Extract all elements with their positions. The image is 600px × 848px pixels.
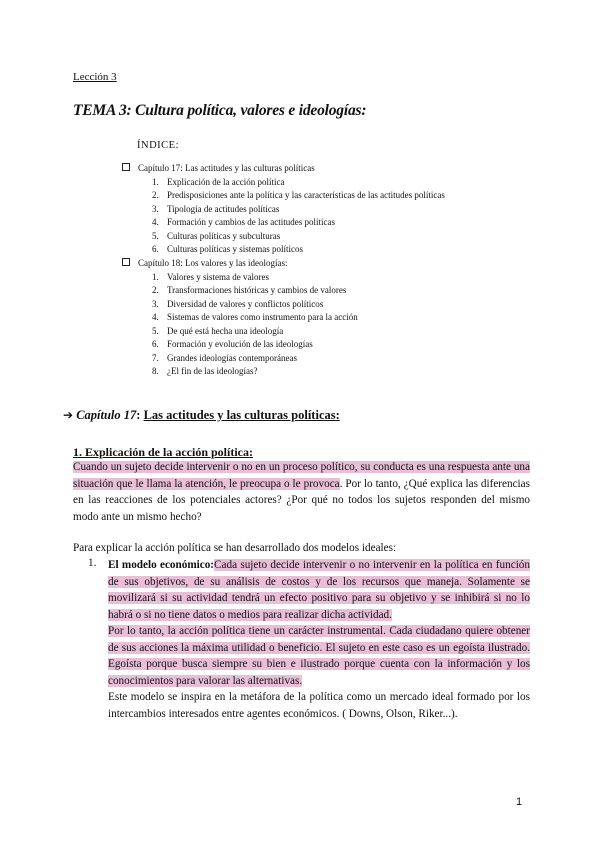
toc-item-number: 2. [152,190,159,200]
lesson-label: Lección 3 [73,71,117,83]
section-heading: 1. Explicación de la acción política: [73,445,253,459]
toc-item-number: 7. [152,352,159,363]
toc-item-label: Valores y sistema de valores [167,271,269,282]
toc-chapter-label: Capítulo 18: Los valores y las ideologías: [138,258,288,268]
chapter-colon: : [136,408,141,422]
tema-title: TEMA 3: Cultura política, valores e ideologías: [73,102,367,119]
toc-item [152,285,346,295]
list-number: 1. [88,557,97,569]
toc-item-number: 6. [152,244,159,254]
toc-item-number: 3. [152,203,159,214]
toc-item-number: 5. [152,325,159,336]
toc-item [152,190,445,200]
toc-item [152,312,358,322]
page-number: 1 [516,796,523,808]
toc-item [152,339,313,349]
toc-item [152,366,257,376]
toc-item-number: 6. [152,339,159,349]
index-title: ÍNDICE: [137,140,179,151]
toc-item-number: 4. [152,217,159,227]
list-term: El modelo económico: [108,559,215,571]
toc-item-label: ¿El fin de las ideologías? [167,366,258,376]
toc-item-label: Predisposiciones ante la política y las características de las actitudes políticas [167,190,445,200]
toc-item-label: Culturas políticas y sistemas políticos [167,244,303,254]
toc-item [152,204,279,214]
list-item-text: Este modelo se inspira en la metáfora de la política como un mercado ideal formado por los intercambios interesados entre agentes económicos. ( Downs, Olson, Riker...). [108,691,530,720]
toc-item-label: Culturas políticas y subculturas [167,230,281,241]
toc-item [152,177,284,187]
toc-chapter-label: Capítulo 17: Las actitudes y las culturas políticas [138,163,315,173]
toc-item-number: 2. [152,285,159,295]
toc-item [152,299,323,309]
toc-item-label: Explicación de la acción política [167,176,285,187]
highlighted-text: Cuando un sujeto decide intervenir o no en un proceso político, su conducta es una respuesta ante una situación que le llama la atención, le preocupa o le provoca [73,461,530,490]
chapter-heading [63,408,340,423]
toc-item-number: 4. [152,312,159,322]
models-intro-paragraph: Para explicar la acción política se han desarrollado dos modelos ideales: [73,542,397,554]
paragraph-text: . Por lo tanto, ¿Qué explica las diferencias en las reacciones de los potenciales actores? ¿Por qué no todos los sujetos responden del mismo modo ante un mismo hecho? [73,477,530,523]
toc-item [152,231,280,241]
highlighted-text: Por lo tanto, la acción política tiene un carácter instrumental. Cada ciudadano quiere obtener de sus acciones la máxima utilidad o beneficio. El sujeto en este caso es un egoísta ilustrado. Egoísta porque busca siempre su bien e ilustrado porque cuenta con la información y los conocimientos para valorar las alternativas. [108,625,530,687]
toc-item-label: Transformaciones históricas y cambios de valores [167,285,347,295]
toc-item-label: Diversidad de valores y conflictos políticos [167,298,324,309]
toc-item-number: 1. [152,271,159,282]
toc-item-label: Sistemas de valores como instrumento para la acción [167,312,358,322]
chapter-title: Las actitudes y las culturas políticas: [143,408,340,422]
highlighted-text: Cada sujeto decide intervenir o no intervenir en la política en función de sus objetivos, de su análisis de costos y de los recursos que maneja. Solamente se movilizará si su actividad tendrá un efecto positivo para su objetivo y se inhibirá si no lo habrá o si no tiene datos o medios para realizar dicha actividad. [108,559,530,621]
toc-chapter [122,258,287,268]
toc-item-label: De qué está hecha una ideología [167,325,284,336]
checkbox-bullet-icon [122,258,130,266]
toc-item-number: 5. [152,230,159,241]
list-item-economic-model [108,557,530,722]
chapter-label: Capítulo 17 [76,408,137,422]
toc-item [152,217,335,227]
toc-item [152,244,303,254]
checkbox-bullet-icon [122,163,130,171]
toc-item [152,272,269,282]
toc-item [152,353,297,363]
intro-paragraph [73,459,530,525]
toc-chapter [122,163,315,173]
arrow-right-icon: ➔ [63,408,74,422]
toc-item-label: Formación y cambios de las actitudes políticas [167,217,335,227]
toc-item-label: Grandes ideologías contemporáneas [167,352,297,363]
toc-item-number: 3. [152,298,159,309]
toc-item-label: Tipología de actitudes políticas [167,203,280,214]
toc-item [152,326,283,336]
toc-item-number: 8. [152,366,159,376]
toc-item-number: 1. [152,176,159,187]
toc-item-label: Formación y evolución de las ideologías [167,339,313,349]
